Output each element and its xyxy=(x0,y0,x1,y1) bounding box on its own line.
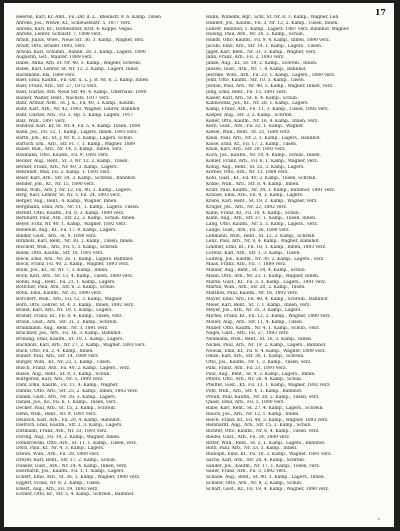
directory-entry: Jacobi, Emil, Arb., Str. 14, 1. Kamp., Lagers., Tilsen. xyxy=(206,43,323,49)
directory-entry: Born, Otto, Lehrer, St. 4, 2. Kamp., Innen, 1892 verz. xyxy=(16,302,135,308)
directory-page xyxy=(4,3,394,527)
directory-entry: Eberhardt, Jos., Kaufm., Fil. 1, 1. Kamp., Lagers. xyxy=(16,469,125,475)
directory-entry: Brand, Karl, Arb., Nr. 19, 1. Kamp., Lagers. xyxy=(16,308,113,314)
directory-entry: Bohn, Emil, Kaufm., Nr. 35, 1890 verz. xyxy=(16,291,103,296)
directory-entry: Otto, Jos., Kaufm., Nr. 1, 3. Kamp., Tilsen, verz. xyxy=(206,360,312,365)
directory-entry: Klein, Paul, Arb., Nr. 2, 3. Kamp., Lagers., Bahnhof. xyxy=(206,135,321,141)
directory-entry: Jäger, Karl, Rent., Nr. 31, 3. Kamp., Wagner, verz. xyxy=(206,49,317,55)
directory-entry: Reinhardt, Aug., Arb., Str. 15, 2. Kamp., Schub. xyxy=(206,423,312,429)
left-column xyxy=(16,15,197,498)
directory-entry: Kalinowski, Jos., Kf., Nr. 28, 1. Kamp., Lagers. xyxy=(206,101,309,107)
directory-entry: Körner, Otto, Arb., Nr. 13, 1889 verz. xyxy=(206,170,289,176)
directory-entry: Mahler, Aug., Rent., St. 14, 4. Kamp., Schub. xyxy=(206,268,306,273)
directory-entry: Bürger, Wilh., Kf., Nr. 22, 3. Kamp., Tilsen. xyxy=(16,360,112,365)
directory-entry: Dahl, Emil, Kaufm., Fil. 11, 4. Kamp., Wagner. xyxy=(16,383,119,388)
directory-entry: Bauer, Rud., Arb., Nr. 14, 3. Kamp., Innen. verz. xyxy=(16,147,123,153)
directory-entry: Beier, Karl, Arb., Str. 34, 3. Kamp., Schreib., Bahnhof. xyxy=(16,176,137,181)
directory-entry: Bank, Jos., Fil. 12, 1. Kamp., Lagers. Innen. 1893 verz. xyxy=(16,130,138,135)
directory-entry: Bergmann, Emil, Arb., Nr. 11, 1. Kamp., Lagers. Tilsen. xyxy=(16,204,140,210)
directory-entry: Bachmann, Ida, 1889 verz. xyxy=(16,72,76,78)
directory-entry: Hüsing, Paul, Arb., Nr. 26, 2. Kamp., Schub. xyxy=(206,32,305,38)
directory-entry: Lindner, Emil, Kf., Fil. 18, 1. Kamp., Innen, 1893 verz. xyxy=(206,245,327,250)
directory-entry: Bender, Joh., Kf., Nr. 15, 1890 verz. xyxy=(16,181,95,187)
directory-entry: Decker, Paul, Arb., St. 15, 2. Kamp., Schreib. xyxy=(16,406,117,411)
directory-entry: Busch, Franz, Arb., Fil. 40, 2. Kamp., Lagers., verz. xyxy=(16,365,131,371)
directory-entry: Jansen, Gust., Arb., Nr. 7, 4. Kamp., Bahnhof. xyxy=(206,66,307,72)
directory-entry: Brüning, Emil, Kaufm., St. 10, 1. Kamp., Lagers. xyxy=(16,337,124,342)
directory-entry: Jahn, Franz, Arb., Fil. 2, 1893 verz. xyxy=(206,55,285,61)
directory-entry: Baumann, Otto, Kaufm., Fil. 9, 1892 verz. xyxy=(16,153,109,158)
directory-entry: Nickel, Paul, Arb., Nr. 19, 2. Kamp., Lagers., Bahnhof. xyxy=(206,342,327,348)
directory-entry: Klose, Emil, Kf., Fil. 17, 2. Kamp., Tilsen. xyxy=(206,141,298,147)
directory-entry: Brinkmann, Aug., Rent., Nr. 3, 1891 verz. xyxy=(16,325,109,331)
directory-entry: Bleck, Emil, Arb., Nr. 26, 1. Kamp., Lagers. Bahnhof. xyxy=(16,256,134,262)
directory-entry: Behrendt, Max, Fil. 2, Kamp. 1. 1891 verz. xyxy=(16,170,111,176)
directory-entry: Babel, Karl, Lehrer, St. Nr. 12, 2. Kamp., Lagers. Inner. xyxy=(16,66,140,72)
directory-entry: Meyer, Jos., Arb., Nr. 35, 3. Kamp., Lagers. xyxy=(206,308,302,314)
directory-entry: Janke, Aug., Kf., St. 18, 2. Kamp., Schreib., Innen. xyxy=(206,61,318,66)
directory-entry: Bartsch, Em., Arb., Str. Fl. 7, 1. Kamp., Wagner. 1889 xyxy=(16,141,136,147)
directory-entry: Schade, Aug., Rent., St. 40, 3. Kamp., Lagers., Innen. xyxy=(206,475,326,480)
directory-entry: Dreyer, Karl, Rent., Str. 17, 2. Kamp., Schub. xyxy=(16,457,117,463)
directory-entry: Rabe, Karl, Rent., St. 27, 4. Kamp., Lagers., Schreib. xyxy=(206,406,324,411)
directory-entry: Augustin, Gst., Maurer, 1889 verz. xyxy=(16,55,93,61)
directory-entry: Schäfer, Otto, Arb., Nr. 8, 2. Kamp., Schub. xyxy=(206,480,303,486)
directory-entry: Berndt, Otto, Kaufm., Fil. 8, 3. Kamp. 1889 verz. xyxy=(16,210,125,216)
directory-entry: Neumann, Wilh., Rent., St. 16, 3. Kamp., Innen. xyxy=(206,337,313,342)
directory-entry: Ehlert, Aug., Arb., Fil. 19, 1892 verz. xyxy=(16,486,99,492)
directory-entry: Dittmann, Franz, Arb., Nr. 33, 1893 verz. xyxy=(16,429,108,434)
directory-entry: Lange, Gust., Arb., Fil. 26, 1890 verz. xyxy=(206,227,290,233)
directory-entry: Krebs, Karl, Rent., St. 19, 2. Kamp., Wagner, verz. xyxy=(206,199,318,204)
directory-entry: Marks, Gust., Kf., Fil. 3, 3. Kamp., Lagers., 1891 verz. xyxy=(206,279,327,285)
directory-entry: Sauer, Franz, Arb., Fil. 3, 1892 verz. xyxy=(206,469,288,475)
directory-entry: Braun, Gust., Arb., Str. 31, 2. Kamp., Schreib. xyxy=(16,319,118,325)
directory-entry: Dorn, Paul, Kf., Nr. 4, 3. Kamp., Lagers. xyxy=(16,446,105,452)
directory-entry: Bähr, Arthur, Arbt., St. J. K., Fil. 40, 3. Kamp., Kaufm. xyxy=(16,101,136,107)
directory-entry: Baer, Franz, Arb., Str. 27, 1872 verz. xyxy=(16,84,98,89)
directory-entry: Roth, Paul, Arb., Nr. 33, 3. Kamp., Innen. xyxy=(206,446,298,452)
directory-entry: Deutsch, Karl, Arb., Fil. 20, 4. Kamp., Bahnhof. xyxy=(16,417,122,423)
directory-entry: Lenz, Paul, Arb., Nr. 9, 4. Kamp., Wagner, Bahnhof. xyxy=(206,239,320,245)
directory-entry: Ludwig, Jos., Kaufm., Nr. 30, 2. Kamp., Lagers., verz. xyxy=(206,256,325,262)
directory-entry: Müller, Otto, Kaufm., Nr. 4, 1. Kamp., Schub., verz. xyxy=(206,325,320,331)
directory-entry: Ahrens, Lehrer, Schulstr. 7, 1898 verz. xyxy=(16,32,103,38)
directory-entry: Hübner, Jos., Kaufm., Fil. 3, Nr. 12, 2. Kamp., Tilsen, Innen. xyxy=(206,20,339,26)
directory-entry: Jung, Emil, Rent., Fil. 15, 1891 verz. xyxy=(206,89,288,95)
directory-entry: Martin, Wilh., Arb., Str. 20, 2. Kamp., Tilsen. xyxy=(206,285,306,291)
directory-entry: Pohl, Wilh., Arb., Str. 4, 3. Kamp., Bahnhof. xyxy=(206,388,303,394)
directory-entry: Scharf, Gust., Kf., Fil. 19, 4. Kamp., Wagner, 1890 verz. xyxy=(206,486,330,492)
directory-entry: Pfeiffer, Gust., Kf., Fil. 13, 1. Kamp., Wagner, 1892 verz. xyxy=(206,383,331,388)
directory-entry: Beyer, Fritz, Nr. 40, 1. Kamp., Wagner, 1892 verz. xyxy=(16,222,127,227)
directory-entry: Drews, Wilh., Arb., Fil. 29, 1889 verz. xyxy=(16,452,101,457)
directory-entry: Böttcher, Paul, Arb., Str. 6, 2. Kamp., Schub. xyxy=(16,285,116,291)
directory-entry: Bandow, Karl, Kr. St. Nr. 4, Fil. 5, 4. Kamp. Tilsen. 1890 xyxy=(16,124,141,130)
directory-entry: Lang, Otto, Kaufm., Nr. 5, 3. Kamp., Lagers., verz. xyxy=(206,222,319,227)
directory-entry: Kuhn, Aug., Arb., Str. 37, 1. Kamp., Tilsen, Innen. xyxy=(206,216,317,222)
footer-mark: 2 xyxy=(377,516,380,521)
directory-entry: Lehrer, Bahnhof, 1. Kamp., Lagers. 1887 verz. Bahnhof, Wagner. xyxy=(206,26,350,32)
directory-entry: Pahl, Franz, Arb., Fil. 21, 1891 verz. xyxy=(206,365,287,371)
directory-entry: Kern, Gust., Arb., Fil. 32, 1. Kamp., Wagner. xyxy=(206,124,304,130)
directory-entry: Peters, Otto, Arb., Nr. 26, 4. Kamp., Schub. xyxy=(206,377,303,383)
directory-entry: Huhn, Wilhelm, Bgr., Schl. St. Nr. 8, 3. Kamp., Wagner, Leh. xyxy=(206,15,340,20)
directory-entry: Bielefeld, Aug., Kf., Fil. 17, 4. Kamp., Lagers. xyxy=(16,227,117,233)
directory-entry: Matthes, Paul, Kaufm., Nr. 16, 1892 verz. xyxy=(206,291,299,296)
directory-entry: Bühler, Paul, Arb., Str. 14, 1889 verz. xyxy=(16,354,99,360)
directory-entry: Lehmann, Wilh., Rent., St. 12, 2. Kamp., Schreib. xyxy=(206,233,316,239)
directory-entry: Kamp, Franz, Arb., Fil. 11, 3. Kamp., Tilsen, 1892 verz. xyxy=(206,107,329,112)
right-column xyxy=(206,15,387,492)
directory-entry: Bähr, Karl, Arb., Nr. 42, 1893, Wagner, Lehrer, Bahnhof xyxy=(16,107,140,112)
directory-entry: Koch, Jos., Kaufm., Nr. 10, 4. Kamp., Schub., Innen. xyxy=(206,153,322,158)
directory-entry: Busse, Aug., Rent., St. 8, 1. Kamp., Schub. xyxy=(16,371,111,377)
directory-entry: Block, Franz, Fil. 40, 2. Kamp., Wagner, 1893 verz. xyxy=(16,262,130,268)
directory-entry: Damm, Gust., Arb., Nr. 38, 3. Kamp., Lagers. xyxy=(16,394,117,400)
directory-entry: Dahms, Otto, Arb., Str. 25, 2. Kamp., Innen, 1892 verz. xyxy=(16,388,139,394)
directory-entry: Brandt, Franz, Kf., Fil. 8, 4. Kamp., Tilsen, verz. xyxy=(16,314,123,319)
directory-entry: Bahr, Gustav, Arb., Fil. 3, Hp. 5. Kamp. Lagers. 1917 xyxy=(16,112,134,118)
directory-entry: Birkholz, Karl, Rent., Nr. 30, 2. Kamp., Tilsen, Innen. xyxy=(16,239,134,245)
directory-entry: Ritter, Wilh., Rent., St. 2, 1. Kamp., Lagers., Bahnhof. xyxy=(206,440,326,446)
directory-entry: Riedel, Gust., Arb., Fil. 24, 1889 verz. xyxy=(206,434,291,440)
directory-entry: Richter, Otto, Kaufm., Nr. 6, 4. Kamp., Tilsen, verz. xyxy=(206,429,320,434)
directory-entry: Kolbe, Wilh., Arb., Str. 8, 4. Kamp., Innen. xyxy=(206,181,300,187)
directory-entry: Buttgereit, Karl, Arb., Nr. 5, 1890 verz. xyxy=(16,377,104,383)
directory-entry: Böhm, Aug., Rent., Fil. 21, 1. Kamp., Lagers. xyxy=(16,279,116,285)
directory-entry: Michel, Franz, Kf., Fil. 12, 2. Kamp., Wagner, 1890 verz. xyxy=(206,314,332,319)
directory-entry: Nowak, Emil, Kf., Fil. 8, 4. Kamp., Wagner, 1889 verz. xyxy=(206,348,326,354)
directory-entry: Heeren, Karl, Kr.-Amt., Fil.-Dir. d. L., Rheinstr. 9. 6. Kamp. Tilsen xyxy=(16,15,162,20)
directory-entry: Möller, Aug., Arb., Str. 11, 4. Kamp., Tilsen. xyxy=(206,319,304,325)
directory-entry: Binder, Gust., Arb., St. 9, 1890 verz. xyxy=(16,233,97,239)
directory-entry: Jordan, Paul, Arb., Nr. 40, 2. Kamp., Wagner, Innen, verz. xyxy=(206,84,334,89)
directory-entry: Mann, Otto, Arb., Nr. 23, 1. Kamp., Wagner, Innen. xyxy=(206,273,320,279)
directory-entry: Sander, Jos., Kaufm., Nr. 17, 1. Kamp., Tilsen, verz. xyxy=(206,463,321,469)
directory-entry: Kraft, Paul, Kaufm., Nr. 34, 1. Kamp., Bahnhof, 1891 verz. xyxy=(206,187,336,193)
directory-entry: Nagel, Gust., Arb., Fil. 27, 1893 verz. xyxy=(206,331,290,337)
directory-entry: Lorenz, Karl, Arb., Str. 1, 3. Kamp., Tilsen. xyxy=(206,250,301,256)
directory-entry: Meier, Karl, Rent., St. 7, 1. Kamp., Innen, verz. xyxy=(206,302,311,308)
directory-entry: Borchert, Wilh., Arb., Fil. 12, 3. Kamp., Wagner. xyxy=(16,296,123,302)
directory-entry: Blank, Otto, Kaufm., Str. 18, 1891 verz. xyxy=(16,250,104,256)
directory-entry: Bock, Karl, Arb., Nr. 13, 4. Kamp., Tilsen, 1889 verz. xyxy=(16,273,134,279)
column-gutter xyxy=(200,13,201,518)
directory-entry: Buchholz, Karl, Arb., Nr. 27, 2. Kamp., Wagner, 1893 verz. xyxy=(16,342,146,348)
directory-entry: Krüger, Jos., Arb., Nr. 22, 1892 verz. xyxy=(206,204,288,210)
page-number: 17 xyxy=(374,7,386,17)
directory-entry: Dunker, Gust., Arb., Nr. 24, 4. Kamp., Innen, verz. xyxy=(16,463,128,469)
directory-entry: Kiesel, Wilh., Rent., St. 21, 1890 verz. xyxy=(206,130,291,135)
directory-entry: Becker, Franz, Arb., Nr. 40, 3. Kamp., Lagers. xyxy=(16,164,118,170)
directory-entry: Ahrens, Karl, Kr., Hofbesitzer, Krst. 4. Koppe, Vegas. xyxy=(16,26,134,32)
directory-entry: Kohl, Gust., Kf., Fil. 40, 2. Kamp., Tilsen, Schreib. xyxy=(206,176,317,181)
directory-entry: Eckert, Emil, Arb., St. 36, 3. Kamp., Wagner, 1890 verz. xyxy=(16,475,141,480)
directory-entry: Eichler, Otto, Kf., Str. 5, 4. Kamp., Schreib., Bahnhof. xyxy=(16,492,135,498)
directory-entry: Oelze, Karl, Arb., Str. 30, 1. Kamp., Schreib. xyxy=(206,354,305,360)
directory-entry: Arndt, Otto, Bruder 1893, verz. xyxy=(16,43,86,49)
directory-entry: Preuß, Paul, Kaufm., Nr. 38, 2. Kamp., Tilsen, verz. xyxy=(206,394,320,400)
directory-entry: Reich, Franz, Kf., Fil. 40, 3. Kamp., Wagner, 1893 verz. xyxy=(206,417,329,423)
directory-entry: Daniel, Jos., Kf., Fil. 6, 1. Kamp., Tilsen, verz. xyxy=(16,400,117,406)
directory-entry: Eggert, Franz, Nr. 8, 2. Kamp., Tilsen. xyxy=(16,480,102,486)
directory-entry: Mayer, Emil, Arb., Fil. 40, 4. Kamp., Schreib., Bahnhof. xyxy=(206,296,329,302)
directory-entry: Benz, Wilh., Arb. J. Nr. 12, Fil. 40, 2. Kamp., Lagers. xyxy=(16,187,133,193)
directory-entry: Bischoff, Wilh., Arb., Fil. 5, 3. Kamp., Schreib. xyxy=(16,245,119,250)
directory-entry: Sachs, Karl, Arb., Str. 28, 4. Kamp., Schreib. xyxy=(206,457,306,463)
directory-entry: Hundt, Otto, Kaufm., Fil. 9, 4. Kamp., Innen, 1890 verz. xyxy=(206,38,331,43)
directory-entry: Quast, Emil, Arb., Fil. 5, 1890 verz. xyxy=(206,400,285,406)
directory-entry: Balz, Wilh., 1897 verz. xyxy=(16,118,67,124)
directory-entry: Berg, Karl, Lehrer, St. Nr. 5, Fil. 24, 1893 verz. xyxy=(16,193,122,199)
directory-entry: Babel, Anna, Arb. St. Nr. 40, 3. Kamp., Wagner, Schreib. xyxy=(16,61,142,66)
directory-entry: Brückner, Jos., Arb., Fil. 16, 3. Kamp., Bahnhof. xyxy=(16,331,122,337)
directory-entry: Rudolph, Emil, Kf., Fil. 10, 2. Kamp., Wagner, 1891 verz. xyxy=(206,452,332,457)
directory-entry: Blum, Jos., Kf., St. Nr. 7, 3. Kamp., Innen. xyxy=(16,268,109,273)
directory-entry: Dietrich, Emil, Kaufm., Str. 2, 3. Kamp., Lagers. xyxy=(16,423,123,429)
directory-entry: Köhler, Franz, Arb., Fil. 6, 1. Kamp., Wagner, verz. xyxy=(206,158,319,164)
directory-entry: Dombrowski, Otto, Arb., St. 11, 1. Kamp., Tilsen, verz. xyxy=(16,440,138,446)
directory-entry: Barth, Joh., Kf., St. J. Nr. 8, 2. Kamp., Lagers. Schub. xyxy=(16,135,134,141)
directory-entry: Krause, Emil, Arb., Fil. 4, 3. Kamp., Lagers. xyxy=(206,193,304,199)
directory-entry: Ahrens, Jos., Witwe, Kf., Schleusenstr. 5, 1877 verz. xyxy=(16,20,132,26)
directory-entry: Jeschke, Wilh., Arb., Fil. 23, 1. Kamp., Lagers., 1889 verz. xyxy=(206,72,336,78)
directory-entry: Maas, Franz, Arb., Fil. 7, 1889 verz. xyxy=(206,262,287,268)
directory-entry: John, Otto, Kaufm., Str. 10, 3. Kamp., Tilsen. xyxy=(206,78,306,84)
directory-entry: Berger, Aug., Rent., 4. Kamp., Wagner, Innen. xyxy=(16,199,118,204)
directory-entry: Rauch, Jos., Arb., Nr. 12, 1. Kamp., Innen. xyxy=(206,411,300,417)
directory-entry: Buck, Otto, Fil. 2, 4. Kamp., Innen. xyxy=(16,348,94,354)
directory-entry: Arndt, Julius, Wwe., Neue Str. 36, 3. Kamp., Wagner, Brd. xyxy=(16,38,145,43)
directory-entry: Baer, Emil, Kaufm., Fil.-Dir. u. L. J. R. Nr. 8, 2. Kamp. Innen xyxy=(16,78,149,84)
directory-entry: Döring, Aug., Fil. 14, 2. Kamp., Wagner, Innen. xyxy=(16,434,121,440)
directory-entry: Bernhard, Paul, Arb., Str. 22, 2. Kamp., Schub. Innen. xyxy=(16,216,136,222)
directory-entry: Kühn, Franz, Kf., Fil. 10, 4. Kamp., Schub. xyxy=(206,210,301,216)
directory-entry: Knoll, Karl, Arb., Str. 29, 1893 verz. xyxy=(206,147,286,153)
directory-entry: Arnold, Karl, Schuhm., Bahnh. 28, 2. Kamp., Lagers. 1890 xyxy=(16,49,146,55)
directory-entry: Kasper, Aug., Str. 3, 2. Kamp., Schreib. xyxy=(206,112,293,118)
directory-entry: Keller, Otto, Kaufm., Nr. 16, 4. Kamp., Innen, verz. xyxy=(206,118,319,124)
directory-entry: König, Aug., Rent., St. 25, 3. Kamp., Lagers. xyxy=(206,164,305,170)
directory-entry: Paul, Aug., Rent., St. 9, 2. Kamp., Lagers., Innen. xyxy=(206,371,316,377)
directory-entry: Kaiser, Karl, Arb., St. 6, 4. Kamp., Schub. xyxy=(206,95,299,101)
directory-entry: Bäcker, Walter, Rent., Nachsts. 1917 verz. xyxy=(16,95,110,101)
directory-entry: Becker, Aug., Rent., St. 3, Nr. 12, 2. Kamp., Tilsen. xyxy=(16,158,129,164)
directory-entry: Dehn, Wilh., Rent., Nr. 9, 1891 verz. xyxy=(16,411,97,417)
directory-entry: Baer, Gustav, Arb. Neue Str. 40, 4. Kamp., Oberhaus. 1890 xyxy=(16,89,147,95)
